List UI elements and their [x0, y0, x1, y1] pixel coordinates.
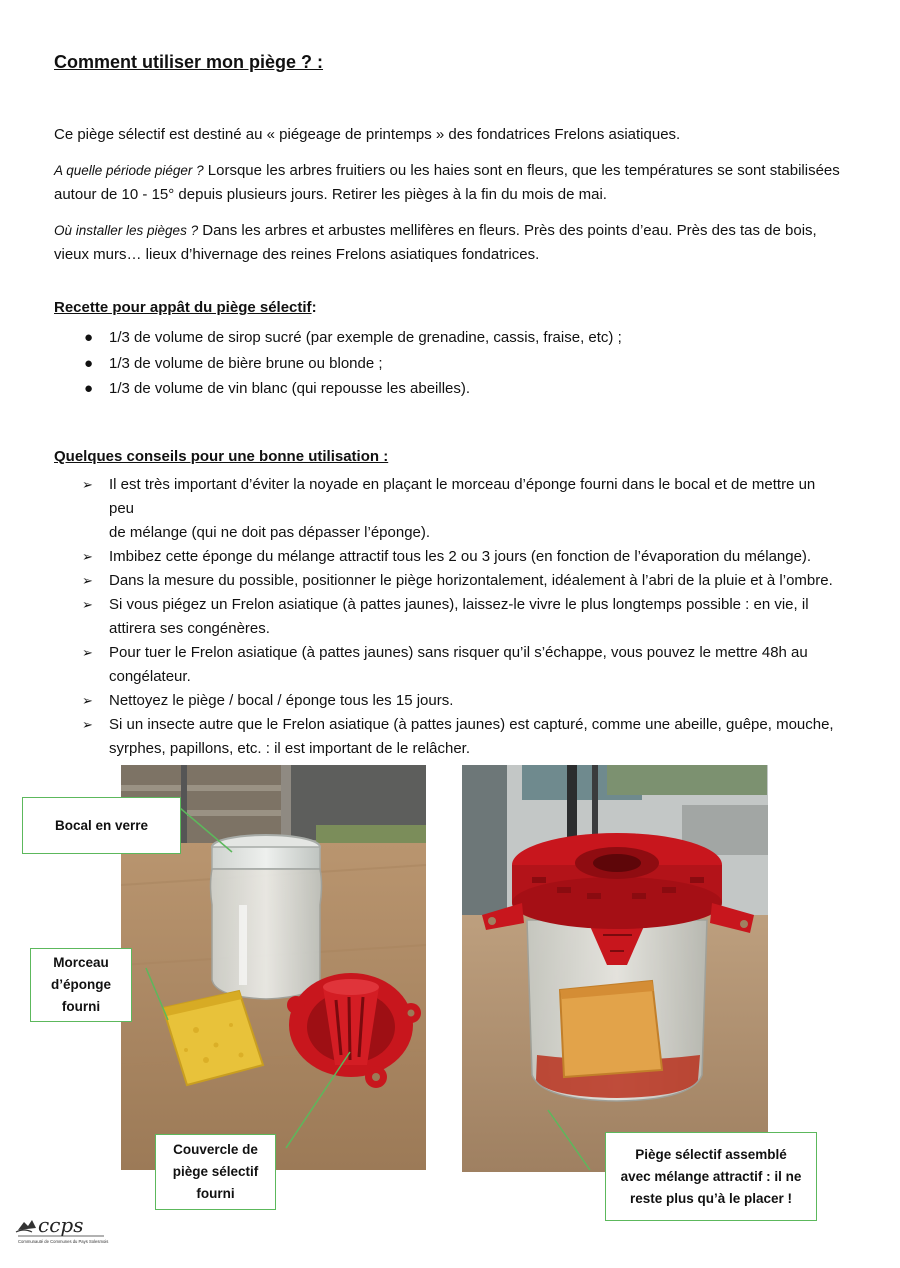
leader-line — [180, 808, 232, 852]
leader-line — [548, 1110, 590, 1170]
callout-eponge — [30, 948, 132, 1022]
tip-line: Dans la mesure du possible, positionner le piège horizontalement, idéalement à l’abri de la pluie et à l’ombre. — [109, 572, 833, 589]
recipe-item-text: 1/3 de volume de vin blanc (qui repousse les abeilles). — [109, 380, 471, 397]
callout-line: reste plus qu’à le placer ! — [629, 1190, 793, 1206]
ccps-logo-drawing — [14, 1208, 114, 1248]
where-answer-line2: vieux murs… lieux d’hivernage des reines Frelons asiatiques fondatrices. — [54, 246, 540, 263]
bullet-icon: ● — [84, 329, 94, 346]
tip-line: congélateur. — [109, 668, 191, 685]
callout-line: fourni — [196, 1186, 235, 1201]
callout-line: d’éponge — [51, 977, 111, 992]
callout-line: Piège sélectif assemblé — [635, 1146, 787, 1162]
where-question: Où installer les pièges ? — [54, 223, 199, 238]
tip-line: Si vous piégez un Frelon asiatique (à pattes jaunes), laissez-le vivre le plus longtemps possible : en vie, il — [109, 596, 809, 613]
arrow-bullet-icon: ➢ — [82, 645, 93, 660]
when-answer-line2: autour de 10 - 15° depuis plusieurs jours. Retirer les pièges à la fin du mois de mai. — [54, 186, 607, 203]
arrow-bullet-icon: ➢ — [82, 573, 93, 588]
recipe-item-text: 1/3 de volume de bière brune ou blonde ; — [109, 354, 383, 372]
tip-line: Il est très important d’éviter la noyade en plaçant le morceau d’éponge fourni dans le bocal et de mettre un peu — [109, 476, 816, 517]
tip-line: de mélange (qui ne doit pas dépasser l’éponge). — [109, 524, 431, 541]
callout-couvercle-text — [173, 1139, 259, 1205]
tip-line: Si un insecte autre que le Frelon asiatique (à pattes jaunes) est capturé, comme une abeille, guêpe, mouche, — [109, 716, 834, 733]
page-title: Comment utiliser mon piège ? : — [54, 52, 324, 72]
callout-line: Couvercle de — [173, 1142, 258, 1157]
tip-line: Imbibez cette éponge du mélange attractif tous les 2 ou 3 jours (en fonction de l’évaporation du mélange). — [109, 548, 812, 565]
callout-couvercle — [155, 1134, 276, 1210]
callout-bocal — [22, 797, 181, 854]
bullet-icon: ● — [84, 380, 94, 397]
leader-line — [286, 1052, 350, 1148]
arrow-bullet-icon: ➢ — [82, 717, 93, 732]
leader-line — [146, 968, 168, 1020]
arrow-bullet-icon: ➢ — [82, 693, 93, 708]
recipe-heading-suffix: : — [311, 299, 317, 316]
tip-line: attirera ses congénères. — [109, 620, 270, 637]
intro-paragraph: Ce piège sélectif est destiné au « piégeage de printemps » des fondatrices Frelons asiatiques. — [54, 126, 681, 143]
tip-line: Pour tuer le Frelon asiatique (à pattes jaunes) sans risquer qu’il s’échappe, vous pouvez le mettre 48h au — [109, 644, 808, 661]
where-answer-line1: Dans les arbres et arbustes mellifères en fleurs. Près des points d’eau. Près des tas de bois, — [198, 222, 817, 239]
bullet-icon: ● — [84, 354, 94, 372]
when-answer-line1: Lorsque les arbres fruitiers ou les haies sont en fleurs, que les températures se sont stabilisées — [203, 162, 840, 179]
logo-mark: ccps — [38, 1213, 84, 1237]
callout-line: Morceau — [53, 955, 109, 970]
callout-assemble — [605, 1132, 817, 1221]
arrow-bullet-icon: ➢ — [82, 477, 93, 492]
callout-bocal-text: Bocal en verre — [54, 817, 149, 833]
logo-tagline: Communauté de Communes du Pays Solesmois — [18, 1239, 109, 1244]
tips-heading: Quelques conseils pour une bonne utilisation : — [54, 448, 389, 465]
tip-line: Nettoyez le piège / bocal / éponge tous les 15 jours. — [109, 692, 454, 709]
callout-line: avec mélange attractif : il ne — [620, 1168, 802, 1184]
when-question: A quelle période piéger ? — [54, 163, 204, 178]
recipe-item-text: 1/3 de volume de sirop sucré (par exemple de grenadine, cassis, fraise, etc) ; — [109, 329, 622, 346]
recipe-heading-text: Recette pour appât du piège sélectif — [54, 299, 312, 316]
callout-line: piège sélectif — [172, 1164, 259, 1179]
callout-assemble-text — [621, 1144, 802, 1210]
arrow-bullet-icon: ➢ — [82, 549, 93, 564]
arrow-bullet-icon: ➢ — [82, 597, 93, 612]
callout-eponge-text — [51, 952, 111, 1018]
ccps-logo — [14, 1208, 114, 1248]
callout-line: fourni — [61, 999, 101, 1014]
tip-line: syrphes, papillons, etc. : il est important de le relâcher. — [109, 740, 471, 757]
